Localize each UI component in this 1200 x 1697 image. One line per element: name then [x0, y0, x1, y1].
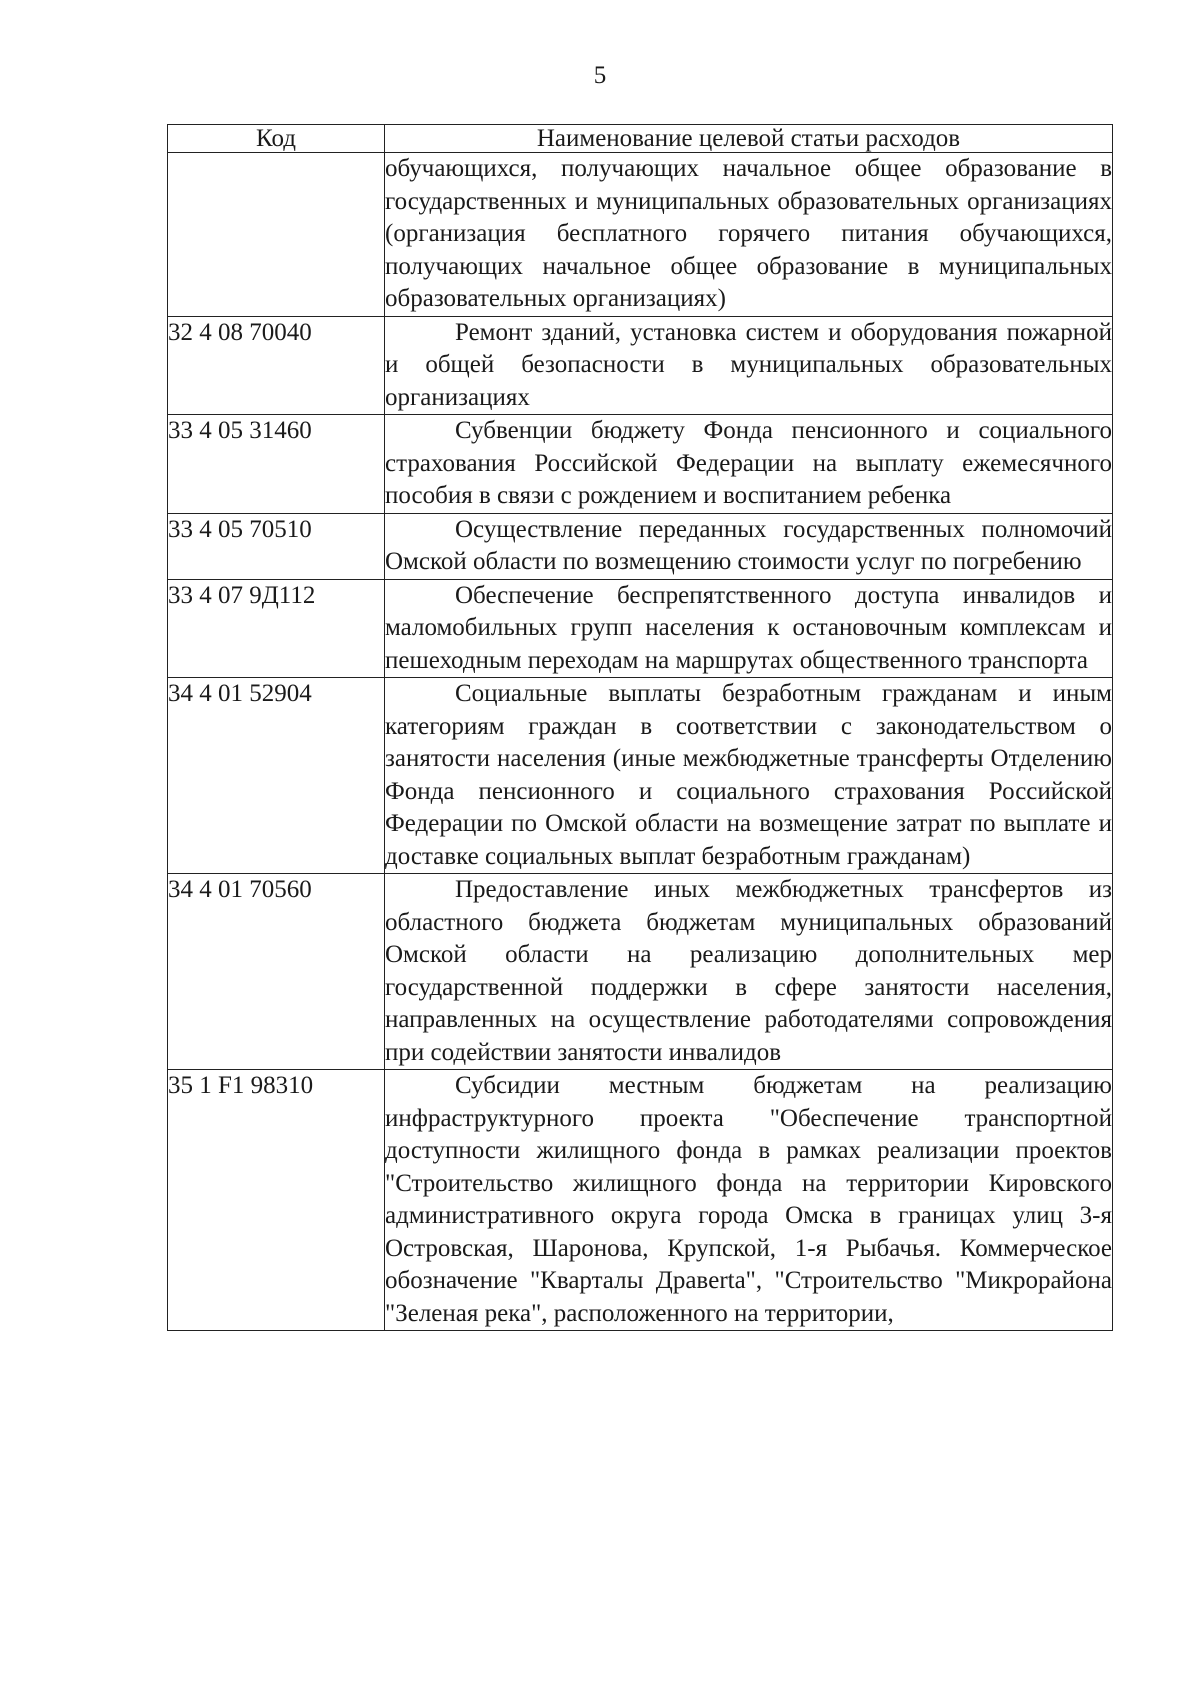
row-code: 34 4 01 52904	[168, 678, 385, 874]
row-code: 33 4 07 9Д112	[168, 579, 385, 678]
row-name: Субсидии местным бюджетам на реализацию инфраструктурного проекта "Обеспечение транспортной доступности жилищного фонда в рамках реализации проектов "Строительство жилищного фонда на территории Кировского административного округа города Омска в границах улиц 3-я Островская, Шаронова, Крупской, 1-я Рыбачья. Коммерческое обозначение "Кварталы Дравerta", "Строительство "Микрорайона "Зеленая река", расположенного на территории,	[385, 1070, 1113, 1331]
row-name: Осуществление переданных государственных полномочий Омской области по возмещению стоимости услуг по погребению	[385, 513, 1113, 579]
expense-items-table	[167, 124, 1113, 1331]
header-code: Код	[168, 125, 385, 153]
row-code: 35 1 F1 98310	[168, 1070, 385, 1331]
table-row	[168, 415, 1113, 514]
row-name: Ремонт зданий, установка систем и оборудования пожарной и общей безопасности в муниципальных образовательных организациях	[385, 316, 1113, 415]
row-code: 33 4 05 31460	[168, 415, 385, 514]
row-name: Социальные выплаты безработным гражданам и иным категориям граждан в соответствии с законодательством о занятости населения (иные межбюджетные трансферты Отделению Фонда пенсионного и социального страхования Российской Федерации по Омской области на возмещение затрат по выплате и доставке социальных выплат безработным гражданам)	[385, 678, 1113, 874]
row-name: Обеспечение беспрепятственного доступа инвалидов и маломобильных групп населения к остановочным комплексам и пешеходным переходам на маршрутах общественного транспорта	[385, 579, 1113, 678]
table-row	[168, 1070, 1113, 1331]
row-name: обучающихся, получающих начальное общее образование в государственных и муниципальных образовательных организациях (организация бесплатного горячего питания обучающихся, получающих начальное общее образование в муниципальных образовательных организациях)	[385, 153, 1113, 317]
table-row	[168, 513, 1113, 579]
table-row	[168, 678, 1113, 874]
row-code: 34 4 01 70560	[168, 874, 385, 1070]
table-row	[168, 579, 1113, 678]
page-number: 5	[593, 62, 607, 89]
table-header-row	[168, 125, 1113, 153]
row-code: 33 4 05 70510	[168, 513, 385, 579]
table-row	[168, 316, 1113, 415]
row-name: Предоставление иных межбюджетных трансфертов из областного бюджета бюджетам муниципальных образований Омской области на реализацию дополнительных мер государственной поддержки в сфере занятости населения, направленных на осуществление работодателями сопровождения при содействии занятости инвалидов	[385, 874, 1113, 1070]
row-code: 32 4 08 70040	[168, 316, 385, 415]
row-code	[168, 153, 385, 317]
header-name: Наименование целевой статьи расходов	[385, 125, 1113, 153]
row-name: Субвенции бюджету Фонда пенсионного и социального страхования Российской Федерации на выплату ежемесячного пособия в связи с рождением и воспитанием ребенка	[385, 415, 1113, 514]
table-row	[168, 874, 1113, 1070]
table-row	[168, 153, 1113, 317]
